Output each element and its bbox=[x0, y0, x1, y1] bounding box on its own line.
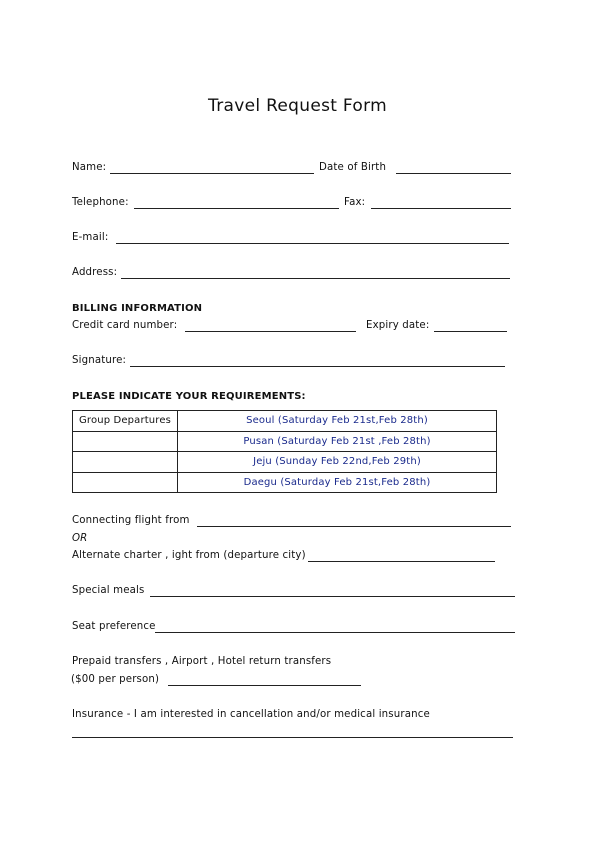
prepaid-transfers-field[interactable] bbox=[168, 685, 361, 686]
insurance-label: Insurance - I am interested in cancellation and/or medical insurance bbox=[72, 709, 430, 720]
billing-heading: BILLING INFORMATION bbox=[72, 303, 203, 314]
expiry-field[interactable] bbox=[434, 331, 507, 332]
special-meals-field[interactable] bbox=[150, 596, 515, 597]
requirements-heading: PLEASE INDICATE YOUR REQUIREMENTS: bbox=[72, 391, 306, 402]
connecting-flight-label: Connecting flight from bbox=[72, 515, 190, 526]
email-label: E-mail: bbox=[72, 232, 109, 243]
empty-cell bbox=[73, 452, 178, 473]
insurance-field[interactable] bbox=[72, 737, 513, 738]
connecting-flight-field[interactable] bbox=[197, 526, 511, 527]
or-label: OR bbox=[72, 533, 88, 544]
signature-label: Signature: bbox=[72, 355, 127, 366]
seat-preference-label: Seat preference bbox=[72, 621, 156, 632]
table-row bbox=[73, 411, 497, 432]
form-title: Travel Request Form bbox=[208, 96, 387, 116]
signature-field[interactable] bbox=[130, 366, 505, 367]
address-label: Address: bbox=[72, 267, 118, 278]
departure-option-pusan[interactable]: Pusan (Saturday Feb 21st ,Feb 28th) bbox=[178, 431, 497, 452]
table-row bbox=[73, 472, 497, 493]
fax-field[interactable] bbox=[371, 208, 511, 209]
group-departures-label: Group Departures bbox=[73, 411, 178, 432]
credit-card-field[interactable] bbox=[185, 331, 356, 332]
address-field[interactable] bbox=[121, 278, 510, 279]
email-field[interactable] bbox=[116, 243, 509, 244]
alternate-charter-label: Alternate charter , ight from (departure city) bbox=[72, 550, 306, 561]
dob-label: Date of Birth bbox=[319, 162, 387, 173]
special-meals-label: Special meals bbox=[72, 585, 145, 596]
name-label: Name: bbox=[72, 162, 107, 173]
group-departures-table bbox=[72, 410, 497, 493]
telephone-label: Telephone: bbox=[72, 197, 129, 208]
seat-preference-field[interactable] bbox=[155, 632, 515, 633]
fax-label: Fax: bbox=[344, 197, 366, 208]
alternate-charter-field[interactable] bbox=[308, 561, 495, 562]
table-row bbox=[73, 452, 497, 473]
table-row bbox=[73, 431, 497, 452]
departure-option-jeju[interactable]: Jeju (Sunday Feb 22nd,Feb 29th) bbox=[178, 452, 497, 473]
expiry-label: Expiry date: bbox=[366, 320, 430, 331]
empty-cell bbox=[73, 472, 178, 493]
telephone-field[interactable] bbox=[134, 208, 339, 209]
dob-field[interactable] bbox=[396, 173, 511, 174]
departure-option-seoul[interactable]: Seoul (Saturday Feb 21st,Feb 28th) bbox=[178, 411, 497, 432]
prepaid-transfers-label: Prepaid transfers , Airport , Hotel return transfers bbox=[72, 656, 332, 667]
prepaid-price-label: ($00 per person) bbox=[71, 674, 160, 685]
name-field[interactable] bbox=[110, 173, 314, 174]
departure-option-daegu[interactable]: Daegu (Saturday Feb 21st,Feb 28th) bbox=[178, 472, 497, 493]
empty-cell bbox=[73, 431, 178, 452]
credit-card-label: Credit card number: bbox=[72, 320, 178, 331]
